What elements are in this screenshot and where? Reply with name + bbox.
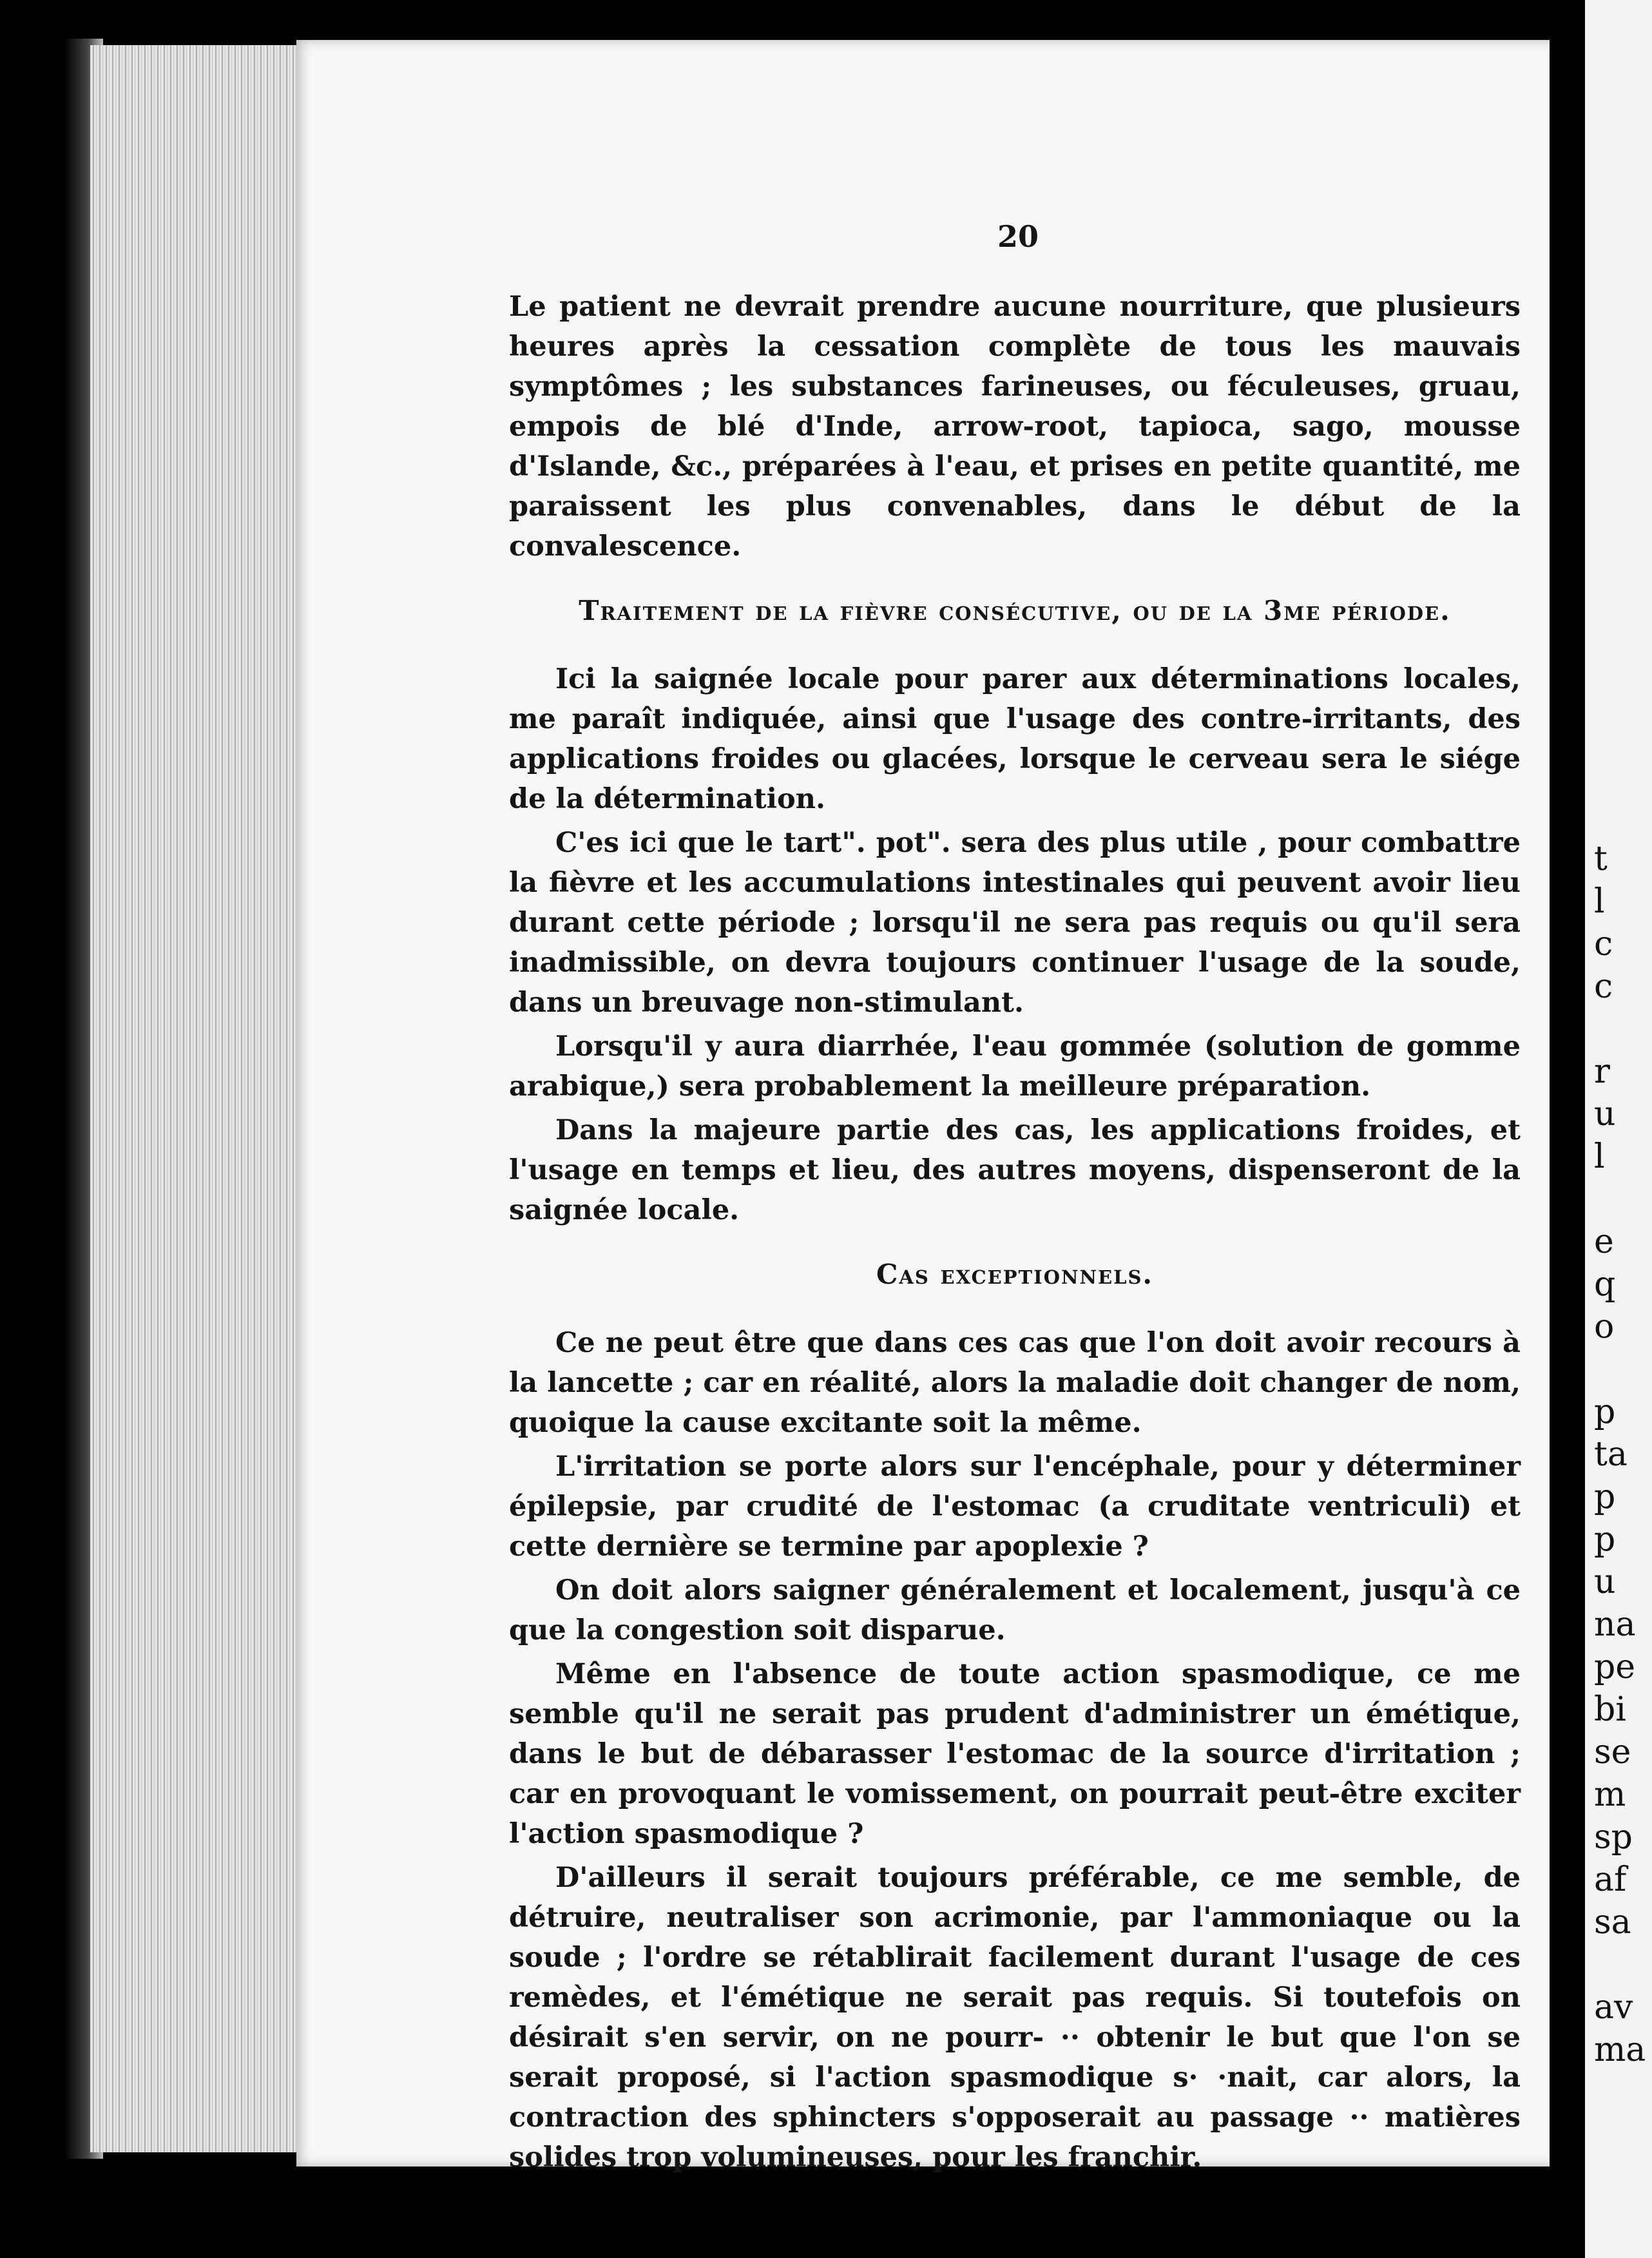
facing-fragment	[1594, 1944, 1652, 1986]
paragraph: Même en l'absence de toute action spasmodique, ce me semble qu'il ne serait pas prudent d'administrer un émétique, dans le but de débarasser l'estomac de la source d'irritation ; car en provoquant le vomissement, on pourrait peut-être exciter l'action spasmodique ?	[509, 1658, 1521, 1850]
facing-fragment: u	[1594, 1095, 1616, 1134]
paragraph-intro: Le patient ne devrait prendre aucune nourriture, que plusieurs heures après la cessation complète de tous les mauvais symptômes ; les substances farineuses, ou féculeuses, gruau, empois de blé d'Inde, arrow-root, tapioca, sago, mousse d'Islande, &c., préparées à l'eau, et prises en petite quantité, me paraissent les plus convenables, dans le début de la convalescence.	[509, 291, 1521, 563]
book-page-edges	[90, 45, 303, 2152]
facing-fragment: t	[1594, 840, 1608, 878]
paragraph: C'es ici que le tart". pot". sera des plus utile , pour combattre la fièvre et les accumulations intestinales qui peuvent avoir lieu durant cette période ; lorsqu'il ne sera pas requis ou qu'il sera inadmissible, on devra toujours continuer l'usage de la soude, dans un breuvage non-stimulant.	[509, 827, 1521, 1019]
facing-fragment: p	[1594, 1520, 1616, 1559]
facing-fragment: pe	[1594, 1648, 1636, 1686]
facing-fragment: se	[1594, 1733, 1631, 1771]
facing-fragment: l	[1594, 1137, 1605, 1176]
paragraph: L'irritation se porte alors sur l'encéphale, pour y déterminer épilepsie, par crudité de l'estomac (a cruditate ventriculi) et cette dernière se termine par apoplexie ?	[509, 1451, 1521, 1563]
facing-fragment: sa	[1594, 1903, 1631, 1942]
facing-fragment: na	[1594, 1605, 1636, 1644]
paragraph: On doit alors saigner généralement et localement, jusqu'à ce que la congestion soit disparue.	[509, 1574, 1521, 1646]
facing-fragment: c	[1594, 967, 1613, 1006]
facing-fragment: l	[1594, 882, 1605, 921]
facing-fragment: p	[1594, 1478, 1616, 1516]
facing-fragment	[1594, 1008, 1652, 1050]
facing-fragment: o	[1594, 1308, 1615, 1346]
facing-fragment: sp	[1594, 1818, 1633, 1857]
facing-fragment: q	[1594, 1265, 1616, 1304]
facing-fragment: m	[1594, 1775, 1626, 1814]
page-body-text	[509, 287, 1521, 2181]
section-heading-exceptional-cases: Cas exceptionnels.	[876, 1259, 1154, 1290]
facing-page-fragments	[1594, 838, 1652, 2071]
paragraph: Ici la saignée locale pour parer aux déterminations locales, me paraît indiquée, ainsi que l'usage des contre-irritants, des applications froides ou glacées, lorsque le cerveau sera le siége de la détermination.	[509, 663, 1521, 815]
book-gutter	[1550, 0, 1588, 2258]
section-heading-third-period: Traitement de la fièvre consécutive, ou de la 3me période.	[579, 595, 1451, 626]
paragraph: Dans la majeure partie des cas, les applications froides, et l'usage en temps et lieu, des autres moyens, dispenseront de la saignée locale.	[509, 1114, 1521, 1226]
paragraph: Ce ne peut être que dans ces cas que l'on doit avoir recours à la lancette ; car en réalité, alors la maladie doit changer de nom, quoique la cause excitante soit la même.	[509, 1327, 1521, 1439]
facing-fragment: p	[1594, 1393, 1616, 1431]
facing-fragment: e	[1594, 1222, 1614, 1261]
paragraph: D'ailleurs il serait toujours préférable, ce me semble, de détruire, neutraliser son acrimonie, par l'ammoniaque ou la soude ; l'ordre se rétablirait facilement durant l'usage de ces remèdes, et l'émétique ne serait pas requis. Si toutefois on désirait s'en servir, on ne pourr- ·· obtenir le but que l'on se serait proposé, si l'action spasmodique s· ·nait, car alors, la contraction des sphincters s'opposerait au passage ·· matières solides trop volumineuses, pour les franchir.	[509, 1862, 1521, 2174]
facing-fragment: af	[1594, 1860, 1627, 1899]
facing-fragment: u	[1594, 1563, 1616, 1601]
page-number: 20	[997, 219, 1039, 254]
paragraph: Lorsqu'il y aura diarrhée, l'eau gommée (solution de gomme arabique,) sera probablement la meilleure préparation.	[509, 1030, 1521, 1103]
facing-fragment: c	[1594, 925, 1613, 963]
facing-fragment	[1594, 1348, 1652, 1391]
facing-fragment: bi	[1594, 1690, 1626, 1729]
facing-fragment: av	[1594, 1988, 1633, 2027]
facing-fragment	[1594, 1178, 1652, 1221]
facing-fragment: r	[1594, 1052, 1610, 1091]
facing-fragment: ta	[1594, 1435, 1628, 1474]
facing-fragment: ma	[1594, 2031, 1646, 2069]
